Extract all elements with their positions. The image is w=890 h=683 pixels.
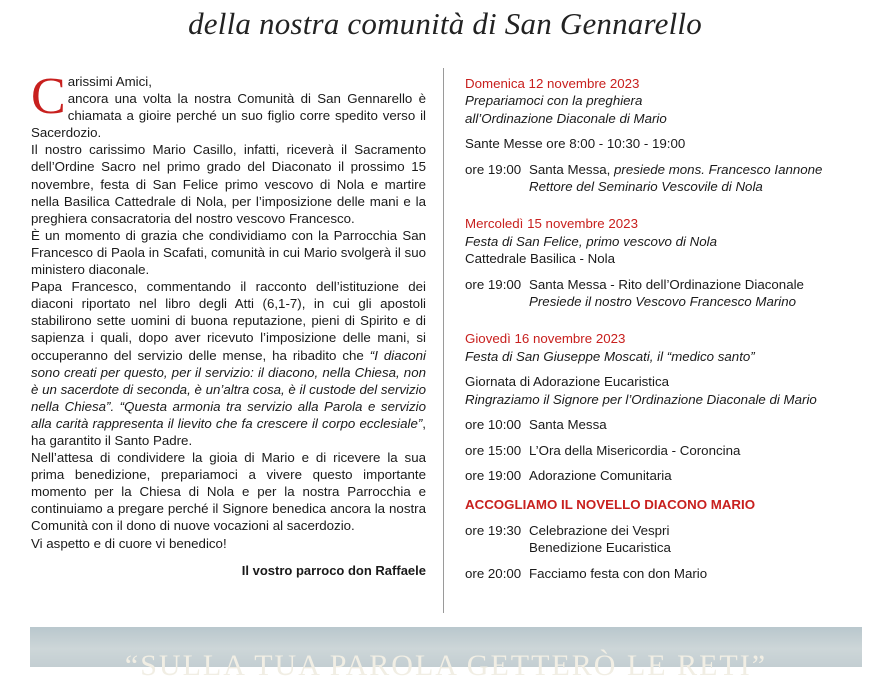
schedule-item [465, 522, 875, 539]
schedule-text: Facciamo festa con don Mario [529, 565, 708, 581]
day-title: Domenica 12 novembre 2023 [465, 76, 640, 91]
schedule-text: Adorazione Comunitaria [529, 467, 672, 483]
column-divider [443, 68, 444, 613]
schedule-time: ore 10:00 [465, 417, 522, 433]
welcome-title: ACCOGLIAMO IL NOVELLO DIACONO MARIO [465, 497, 756, 513]
schedule-detail: Benedizione Eucaristica [529, 540, 671, 556]
schedule-text: Santa Messa - Rito dell’Ordinazione Diaconale [529, 276, 804, 292]
letter-paragraph: Nell’attesa di condividere la gioia di Mario e di ricevere la sua prima benedizione, prepariamoci a vivere questo importante momento per la Chiesa di Nola e per la nostra Parrocchia e continuiamo a pregare perché il Signore benedica ancora la nostra Comunità con il dono di nuove vocazioni al sacerdozio. [31, 450, 426, 534]
day-place: Cattedrale Basilica - Nola [465, 251, 616, 267]
schedule-time: ore 19:00 [465, 467, 522, 483]
letter-closing: Vi aspetto e di cuore vi benedico! [31, 535, 227, 551]
letter-paragraph-greeting: Carissimi Amici, ancora una volta la nostra Comunità di San Gennarello è chiamata a gioire perché un suo figlio corre spedito verso il Sacerdozio. [31, 68, 426, 141]
event-program [465, 75, 875, 582]
drop-cap: C [31, 68, 66, 125]
program-welcome [465, 496, 875, 582]
schedule-item [465, 276, 875, 293]
program-day-3 [465, 330, 875, 484]
adoration-subtitle: Ringraziamo il Signore per l’Ordinazione Diaconale di Mario [465, 391, 817, 407]
letter-paragraph: È un momento di grazia che condividiamo con la Parrocchia San Francesco di Paola in Scafati, comunità in cui Mario svolgerà il suo ministero diaconale. [31, 227, 426, 278]
schedule-item [465, 467, 875, 484]
letter-paragraph-quote: Papa Francesco, commentando il racconto dell’istituzione dei diaconi riportato nel libro degli Atti (6,1-7), in cui gli apostoli stabilirono sette uomini di buona reputazione, pieni di Spirito e di sapienza i quali, dopo aver ricevuto l’imposizione delle mani, si occuperanno del servizio delle mense, ha ribadito che “I diaconi sono creati per questo, per il servizio: il diacono, nella Chiesa, non è un sacerdote di seconda, è un’altra cosa, è il custode del servizio nella Chiesa”. “Questa armonia tra servizio alla Parola e servizio alla carità rappresenta il lievito che fa crescere il corpo ecclesiale”, ha garantito il Santo Padre. [31, 279, 426, 448]
day-subtitle: Festa di San Giuseppe Moscati, il “medico santo” [465, 348, 755, 364]
schedule-time: ore 19:00 [465, 276, 522, 292]
day-title: Mercoledì 15 novembre 2023 [465, 216, 638, 232]
schedule-time: ore 20:00 [465, 565, 522, 581]
schedule-time: ore 19:30 [465, 522, 522, 538]
day-title: Giovedì 16 novembre 2023 [465, 331, 626, 347]
pastor-letter [31, 68, 426, 579]
pope-quote: “I diaconi sono creati per questo, per il servizio: il diacono, nella Chiesa, non è un sacerdote di seconda, è un’altra cosa, è il custode del servizio nella Chiesa”. “Questa armonia tra servizio alla Parola e servizio alla carità rappresenta il lievito che fa crescere il corpo ecclesiale” [31, 347, 426, 431]
schedule-detail: Rettore del Seminario Vescovile di Nola [529, 179, 763, 195]
masses-schedule: Sante Messe ore 8:00 - 10:30 - 19:00 [465, 136, 686, 152]
program-day-1 [465, 75, 875, 195]
banner-title: “SULLA TUA PAROLA GETTERÒ LE RETI” [124, 649, 768, 682]
schedule-item [465, 565, 875, 582]
schedule-text: L’Ora della Misericordia - Coroncina [529, 442, 741, 458]
schedule-time: ore 15:00 [465, 442, 522, 458]
day-subtitle: Festa di San Felice, primo vescovo di Nola [465, 233, 718, 249]
schedule-text: Celebrazione dei Vespri [529, 522, 670, 538]
letter-paragraph: Il nostro carissimo Mario Casillo, infatti, riceverà il Sacramento dell’Ordine Sacro nel primo grado del Diaconato il prossimo 15 novembre, festa di San Felice primo vescovo di Nola e martire nella Basilica Cattedrale di Nola, per l’imposizione delle mani e la preghiera consacratoria del nostro vescovo Francesco. [31, 142, 426, 226]
program-day-2 [465, 215, 875, 310]
adoration-title: Giornata di Adorazione Eucaristica [465, 374, 669, 390]
day-subtitle: Prepariamoci con la preghiera [465, 93, 643, 109]
schedule-item: ore 19:00 Santa Messa, presiede mons. Francesco Iannone [465, 161, 823, 177]
schedule-item [465, 416, 875, 433]
bottom-banner [30, 627, 862, 682]
day-subtitle: all’Ordinazione Diaconale di Mario [465, 110, 667, 126]
schedule-time: ore 19:00 [465, 161, 522, 177]
page-heading: della nostra comunità di San Gennarello [188, 6, 702, 41]
letter-signature: Il vostro parroco don Raffaele [241, 562, 426, 578]
schedule-text: Santa Messa [529, 417, 607, 433]
schedule-item [465, 442, 875, 459]
schedule-detail: Presiede il nostro Vescovo Francesco Marino [529, 294, 797, 310]
